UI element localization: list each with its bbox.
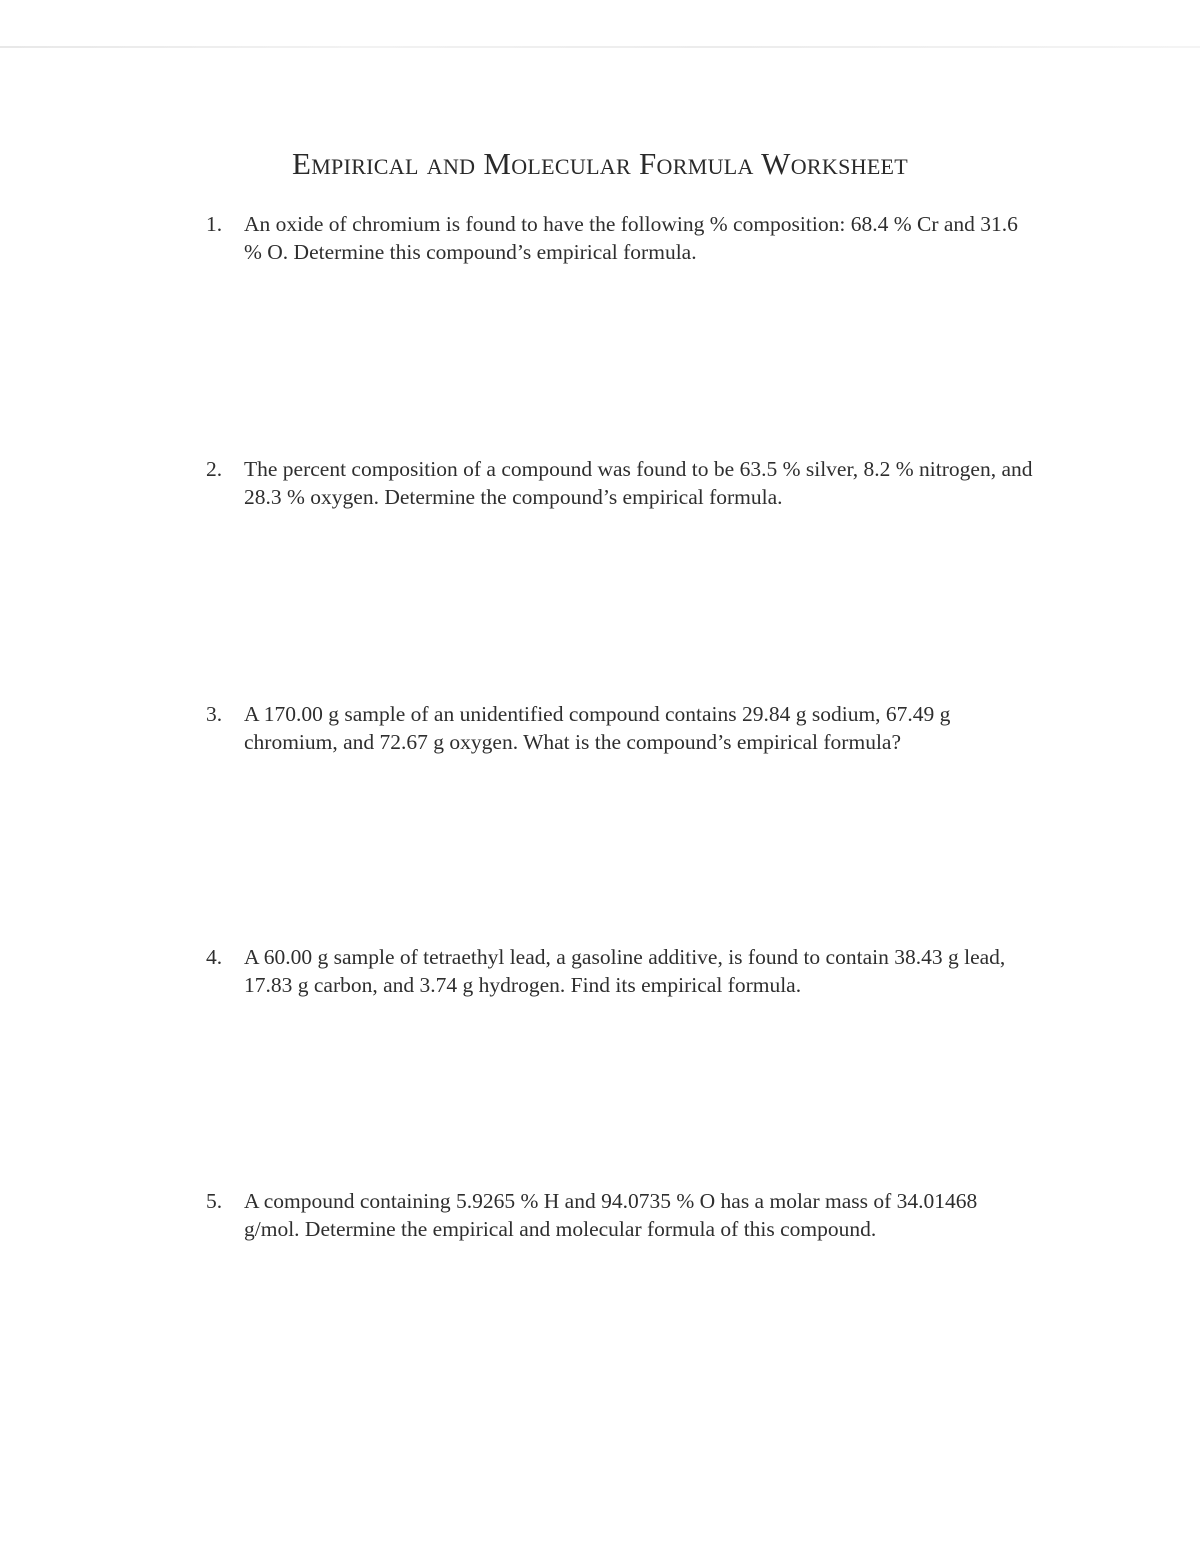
question-number: 5. [206,1189,223,1213]
question-text: The percent composition of a compound was found to be 63.5 % silver, 8.2 % nitrogen, and 28.3 % oxygen. Determine the compound’s empirical formula. [244,457,1033,509]
worksheet-title: Empirical and Molecular Formula Worksheet [291,146,909,181]
question-1 [206,210,1036,266]
question-text: An oxide of chromium is found to have the following % composition: 68.4 % Cr and 31.6 % O. Determine this compound’s empirical formula. [244,212,1018,264]
question-number: 4. [206,945,223,969]
question-number: 1. [206,212,223,236]
question-2 [206,455,1036,511]
question-text: A compound containing 5.9265 % H and 94.0735 % O has a molar mass of 34.01468 g/mol. Determine the empirical and molecular formula of this compound. [244,1189,978,1241]
question-5 [206,1187,1036,1243]
question-3 [206,700,1036,756]
question-number: 3. [206,702,223,726]
question-text: A 60.00 g sample of tetraethyl lead, a gasoline additive, is found to contain 38.43 g lead, 17.83 g carbon, and 3.74 g hydrogen. Find its empirical formula. [244,945,1006,997]
question-number: 2. [206,457,223,481]
question-text: A 170.00 g sample of an unidentified compound contains 29.84 g sodium, 67.49 g chromium, and 72.67 g oxygen. What is the compound’s empirical formula? [244,702,951,754]
scan-edge-line [0,46,1200,48]
question-4 [206,943,1036,999]
